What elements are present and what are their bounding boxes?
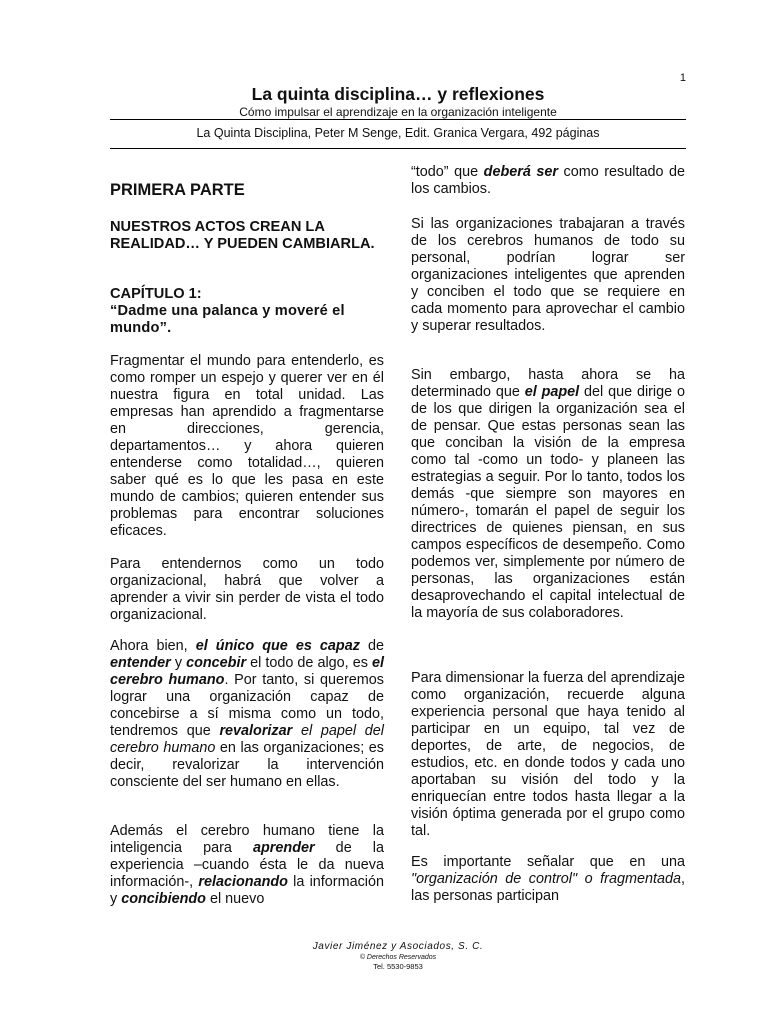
emphasis: el papel <box>524 384 580 400</box>
chapter-quote: “Dadme una palanca y moveré el mundo”. <box>110 303 345 336</box>
emphasis: revalorizar <box>219 723 293 739</box>
page-footer <box>110 941 686 972</box>
right-paragraph-1: “todo” que deberá ser como resultado de los cambios. <box>411 164 685 197</box>
left-paragraph-4: Además el cerebro humano tiene la inteligencia para aprender de la experiencia –cuando ésta le da nueva información-, relacionando la información y concibiendo el nuevo <box>110 823 384 907</box>
emphasis: entender <box>110 655 171 671</box>
part-heading: PRIMERA PARTE <box>110 181 245 199</box>
footer-phone: Tel. 5530-9853 <box>373 962 423 971</box>
right-paragraph-5: Es importante señalar que en una "organización de control" o fragmentada, las personas participan <box>411 854 685 904</box>
right-paragraph-4: Para dimensionar la fuerza del aprendizaje como organización, recuerde alguna experiencia personal que haya tenido al participar en un equipo, tal vez de deportes, de arte, de negocios, de estudios, etc. en donde todos y cada uno aportaban su visión del todo y la enriquecían entre todos hasta llegar a la visión óptima generada por el grupo como tal. <box>411 670 685 839</box>
left-paragraph-1: Fragmentar el mundo para entenderlo, es como romper un espejo y querer ver en él nuestra figura en total unidad. Las empresas han aprendido a fragmentarse en direcciones, gerencia, departamentos… y ahora quieren entenderse como totalidad…, quieren saber qué es lo que les pasa en este mundo de cambios; quieren entender sus problemas para encontrar soluciones eficaces. <box>110 353 384 539</box>
footer-company: Javier Jiménez y Asociados, S. C. <box>312 941 484 952</box>
document-title: La quinta disciplina… y reflexiones <box>251 84 545 104</box>
italic-text: "organización de control" o fragmentada <box>411 871 681 887</box>
section-heading: NUESTROS ACTOS CREAN LA REALIDAD… Y PUEDEN CAMBIARLA. <box>110 219 375 252</box>
emphasis: relacionando <box>198 874 288 890</box>
italic-text: el papel del cerebro humano <box>110 723 384 756</box>
emphasis: deberá ser <box>483 164 558 180</box>
page-number: 1 <box>679 72 686 84</box>
chapter-label: CAPÍTULO 1: <box>110 286 202 302</box>
emphasis: concebir <box>186 655 247 671</box>
header-divider-top <box>110 119 686 120</box>
left-paragraph-3: Ahora bien, el único que es capaz de entender y concebir el todo de algo, es el cerebro humano. Por tanto, si queremos lograr una organización capaz de concebirse a sí misma como un todo, tendremos que revalorizar el papel del cerebro humano en las organizaciones; es decir, revalorizar la intervención consciente del ser humano en ellas. <box>110 638 384 790</box>
emphasis: el único que es capaz <box>195 638 360 654</box>
document-subtitle: Cómo impulsar el aprendizaje en la organización inteligente <box>239 105 557 119</box>
emphasis: aprender <box>253 840 315 856</box>
left-paragraph-2: Para entendernos como un todo organizacional, habrá que volver a aprender a vivir sin perder de vista el todo organizacional. <box>110 556 384 623</box>
right-paragraph-2: Si las organizaciones trabajaran a través de los cerebros humanos de todo su personal, podrían lograr ser organizaciones inteligentes que aprenden y conciben el todo que se requiere en cada momento para aprovechar el cambio y superar resultados. <box>411 216 685 334</box>
book-reference: La Quinta Disciplina, Peter M Senge, Edit. Granica Vergara, 492 páginas <box>196 126 600 140</box>
emphasis: el cerebro humano <box>110 655 384 688</box>
document-header <box>110 84 686 119</box>
right-paragraph-3: Sin embargo, hasta ahora se ha determinado que el papel del que dirige o de los que dirigen la organización sea el de pensar. Que estas personas sean las que conciban la visión de la empresa como tal -como un todo- y planeen las estrategias a seguir. Por lo tanto, todos los demás -que siempre son mayores en número-, tomarán el papel de seguir los directrices de quienes piensan, en sus campos específicos de desempeño. Como podemos ver, simplemente por número de personas, las organizaciones están desaprovechando el capital intelectual de la mayoría de sus colaboradores. <box>411 367 685 621</box>
emphasis: concibiendo <box>121 891 206 907</box>
chapter-heading <box>110 286 384 337</box>
footer-rights: © Derechos Reservados <box>359 954 437 961</box>
header-divider-bottom <box>110 148 686 149</box>
